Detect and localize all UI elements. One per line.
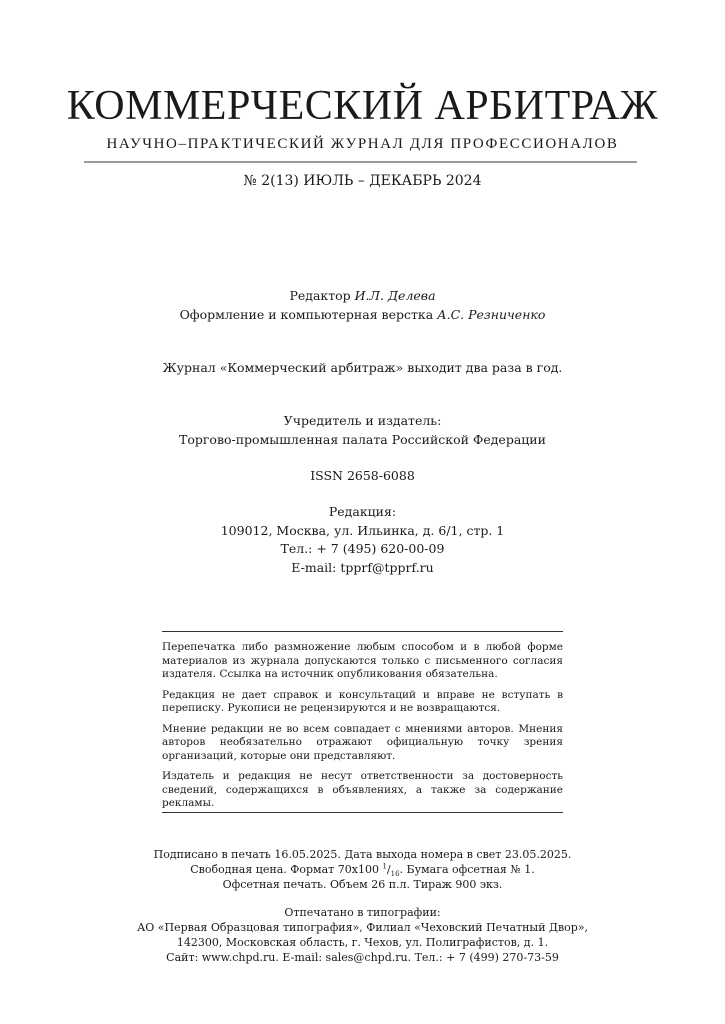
print-info-block	[0, 847, 725, 892]
layout-line: Оформление и компьютерная верстка А.С. Резниченко	[179, 306, 546, 322]
printer-label: Отпечатано в типографии:	[284, 906, 441, 919]
printer-block	[0, 905, 725, 965]
editor-line: Редактор И.Л. Делева	[289, 288, 436, 303]
issn-line: ISSN 2658-6088	[310, 468, 415, 483]
journal-title: КОММЕРЧЕСКИЙ АРБИТРАЖ	[66, 83, 659, 129]
office-block	[0, 503, 725, 577]
printer-line: 142300, Московская область, г. Чехов, ул. Полиграфистов, д. 1.	[176, 936, 549, 949]
office-label: Редакция:	[328, 504, 397, 519]
editor-name: И.Л. Делева	[354, 288, 436, 303]
notice-paragraph: Мнение редакции не во всем совпадает с мнениями авторов. Мнения авторов необязательно отражают официальную точку зрения организаций, которые они представляют.	[162, 722, 563, 762]
notice-paragraph: Редакция не дает справок и консультаций и вправе не вступать в переписку. Рукописи не рецензируются и не возвращаются.	[162, 688, 563, 714]
credits-block	[0, 287, 725, 324]
frequency-line: Журнал «Коммерческий арбитраж» выходит два раза в год.	[162, 360, 563, 375]
layout-name: А.С. Резниченко	[437, 306, 546, 322]
title-divider	[84, 161, 637, 163]
office-address: 109012, Москва, ул. Ильинка, д. 6/1, стр. 1	[220, 522, 505, 538]
print-info-line: Офсетная печать. Объем 26 п.л. Тираж 900 экз.	[222, 878, 503, 891]
founder-label: Учредитель и издатель:	[283, 413, 442, 428]
office-phone: Тел.: + 7 (495) 620-00-09	[280, 541, 445, 556]
journal-subtitle: НАУЧНО–ПРАКТИЧЕСКИЙ ЖУРНАЛ ДЛЯ ПРОФЕССИОНАЛОВ	[106, 136, 619, 152]
print-info-line: Подписано в печать 16.05.2025. Дата выхода номера в свет 23.05.2025.	[153, 848, 572, 861]
founder-name: Торгово-промышленная палата Российской Федерации	[179, 431, 546, 447]
notices-bottom-divider	[162, 812, 563, 813]
notices-block	[162, 641, 563, 818]
notice-paragraph: Издатель и редакция не несут ответственности за достоверность сведений, содержащихся в объявлениях, а также за содержание рекламы.	[162, 770, 563, 809]
printer-line: АО «Первая Образцовая типография», Филиал «Чеховский Печатный Двор»,	[136, 921, 589, 934]
notices-top-divider	[162, 631, 563, 632]
printer-line: Сайт: www.chpd.ru. E-mail: sales@chpd.ru. Тел.: + 7 (499) 270-73-59	[166, 951, 559, 964]
print-info-line: Свободная цена. Формат 70х100 $^1/_{16}$. Бумага офсетная № 1.	[190, 862, 535, 879]
issue-line: № 2(13) ИЮЛЬ – ДЕКАБРЬ 2024	[243, 173, 482, 189]
founder-block	[0, 412, 725, 449]
office-email: E-mail: tpprf@tpprf.ru	[291, 559, 434, 575]
notice-paragraph: Перепечатка либо размножение любым способом и в любой форме материалов из журнала допускаются только с письменного согласия издателя. Ссылка на источник опубликования обязательна.	[162, 641, 563, 680]
